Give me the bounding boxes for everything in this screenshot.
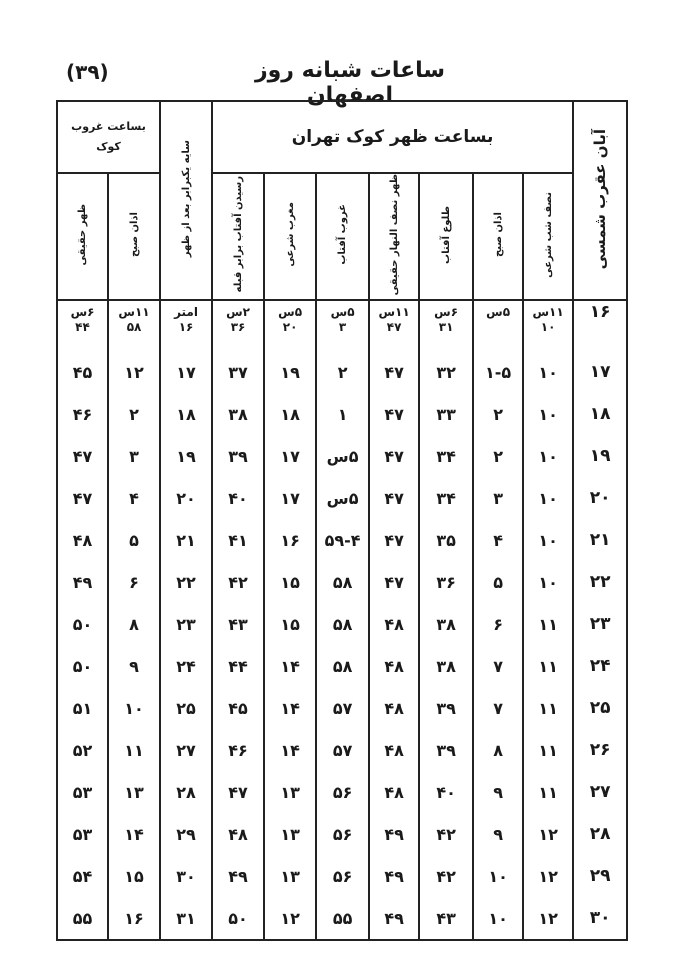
cell-midnight: ۱۰ bbox=[523, 561, 573, 603]
cell-sunrise: ۳۴ bbox=[419, 435, 473, 477]
cell-maghrib-line1: ۵س bbox=[278, 305, 303, 320]
cell-sunset-fajr: ۳ bbox=[108, 435, 160, 477]
cell-day: ۳۰ bbox=[573, 897, 627, 940]
header-qibla-label: رسیدن آفتاب برابر قبله bbox=[232, 176, 244, 293]
cell-midnight: ۱۰ bbox=[523, 519, 573, 561]
cell-noon: ۴۹ bbox=[369, 813, 419, 855]
cell-sunset: ۵۵ bbox=[316, 897, 369, 940]
cell-midnight-line2: ۱۰ bbox=[540, 320, 556, 335]
cell-sunset: ۵۸ bbox=[316, 645, 369, 687]
header-midnight bbox=[523, 173, 573, 300]
cell-qibla: ۴۰ bbox=[212, 477, 264, 519]
cell-interval: ۲۹ bbox=[160, 813, 212, 855]
header-day bbox=[573, 101, 627, 300]
header-sunset-noon bbox=[57, 173, 108, 300]
cell-midnight: ۱۰ bbox=[523, 351, 573, 393]
cell-midnight-line1: ۱۱س bbox=[532, 305, 564, 320]
cell-fajr: ۲ bbox=[473, 393, 523, 435]
header-sunset-label: غروب آفتاب bbox=[337, 204, 349, 266]
cell-noon: ۴۷ bbox=[369, 393, 419, 435]
header-maghrib bbox=[264, 173, 316, 300]
cell-day: ۲۲ bbox=[573, 561, 627, 603]
cell-interval: ۳۰ bbox=[160, 855, 212, 897]
cell-interval: ۲۳ bbox=[160, 603, 212, 645]
cell-noon: ۴۸ bbox=[369, 771, 419, 813]
cell-sunset-fajr: ۵ bbox=[108, 519, 160, 561]
cell-sunrise-line2: ۳۱ bbox=[438, 320, 454, 335]
cell-maghrib: ۱۸ bbox=[264, 393, 316, 435]
cell-qibla: ۴۴ bbox=[212, 645, 264, 687]
cell-sunrise: ۳۲ bbox=[419, 351, 473, 393]
cell-midnight: ۱۰ bbox=[523, 393, 573, 435]
cell-qibla: ۴۲ bbox=[212, 561, 264, 603]
cell-interval: ۳۱ bbox=[160, 897, 212, 940]
header-noon bbox=[369, 173, 419, 300]
cell-sunrise: ۳۶ bbox=[419, 561, 473, 603]
cell-sunset-fajr-line1: ۱۱س bbox=[118, 305, 150, 320]
cell-sunrise: ۳۳ bbox=[419, 393, 473, 435]
cell-sunset: ۲ bbox=[316, 351, 369, 393]
cell-interval: ۱۷ bbox=[160, 351, 212, 393]
cell-fajr: ۷ bbox=[473, 687, 523, 729]
cell-maghrib: ۱۳ bbox=[264, 855, 316, 897]
header-sunrise-label: طلوع آفتاب bbox=[440, 205, 452, 264]
cell-maghrib: ۱۳ bbox=[264, 813, 316, 855]
cell-sunset: ۵۷ bbox=[316, 729, 369, 771]
cell-interval: ۲۷ bbox=[160, 729, 212, 771]
cell-sunrise: ۳۸ bbox=[419, 603, 473, 645]
cell-sunset: ۵۸ bbox=[316, 603, 369, 645]
cell-sunset: ۵۶ bbox=[316, 771, 369, 813]
cell-day: ۲۶ bbox=[573, 729, 627, 771]
cell-interval: ۲۰ bbox=[160, 477, 212, 519]
header-noon-label: ظهر نصف النهار حقیقی bbox=[388, 174, 400, 296]
cell-fajr: ۶ bbox=[473, 603, 523, 645]
cell-day: ۱۹ bbox=[573, 435, 627, 477]
cell-interval: ۲۸ bbox=[160, 771, 212, 813]
cell-maghrib bbox=[264, 300, 316, 351]
cell-qibla: ۴۹ bbox=[212, 855, 264, 897]
cell-sunset: ۵س bbox=[316, 477, 369, 519]
cell-fajr: ۴ bbox=[473, 519, 523, 561]
cell-qibla: ۴۱ bbox=[212, 519, 264, 561]
cell-midnight: ۱۰ bbox=[523, 477, 573, 519]
cell-sunset-fajr bbox=[108, 300, 160, 351]
header-tehran-group bbox=[212, 101, 573, 173]
header-sunset-fajr-label: اذان صبح bbox=[128, 212, 140, 258]
cell-sunset-fajr: ۱۳ bbox=[108, 771, 160, 813]
cell-midnight: ۱۰ bbox=[523, 435, 573, 477]
table-row bbox=[57, 729, 627, 771]
cell-sunset-noon: ۵۴ bbox=[57, 855, 108, 897]
cell-sunset-fajr: ۲ bbox=[108, 393, 160, 435]
cell-sunset: ۵۶ bbox=[316, 813, 369, 855]
cell-sunrise: ۳۸ bbox=[419, 645, 473, 687]
cell-midnight: ۱۱ bbox=[523, 771, 573, 813]
header-sunset-group bbox=[57, 101, 160, 173]
cell-sunrise: ۳۴ bbox=[419, 477, 473, 519]
cell-fajr: ۱۰ bbox=[473, 855, 523, 897]
cell-fajr: ۵ bbox=[473, 561, 523, 603]
header-fajr-label: اذان صبح bbox=[492, 212, 504, 258]
cell-interval: ۱۸ bbox=[160, 393, 212, 435]
cell-qibla: ۴۸ bbox=[212, 813, 264, 855]
table-row bbox=[57, 435, 627, 477]
header-sunset-noon-label: ظهر حقیقی bbox=[77, 203, 88, 266]
cell-fajr: ۸ bbox=[473, 729, 523, 771]
cell-maghrib: ۱۴ bbox=[264, 687, 316, 729]
cell-fajr-line1: ۵س bbox=[486, 305, 511, 320]
cell-day: ۲۰ bbox=[573, 477, 627, 519]
cell-fajr: ۹ bbox=[473, 771, 523, 813]
cell-qibla: ۳۹ bbox=[212, 435, 264, 477]
cell-day: ۲۷ bbox=[573, 771, 627, 813]
cell-midnight: ۱۲ bbox=[523, 855, 573, 897]
cell-noon bbox=[369, 300, 419, 351]
cell-sunset: ۵۹-۴ bbox=[316, 519, 369, 561]
cell-sunrise-line1: ۶س bbox=[434, 305, 459, 320]
cell-sunset-noon: ۵۲ bbox=[57, 729, 108, 771]
table-row bbox=[57, 645, 627, 687]
cell-sunset: ۵س bbox=[316, 435, 369, 477]
header-interval bbox=[160, 101, 212, 300]
cell-sunset: ۵۸ bbox=[316, 561, 369, 603]
cell-sunset-fajr: ۶ bbox=[108, 561, 160, 603]
cell-sunset-noon: ۴۷ bbox=[57, 435, 108, 477]
cell-noon: ۴۹ bbox=[369, 897, 419, 940]
cell-sunrise bbox=[419, 300, 473, 351]
header-day-label: آبان عقرب شمسی bbox=[591, 128, 610, 269]
cell-day: ۲۴ bbox=[573, 645, 627, 687]
cell-sunrise: ۳۵ bbox=[419, 519, 473, 561]
table-row bbox=[57, 300, 627, 351]
cell-sunset-noon: ۵۰ bbox=[57, 645, 108, 687]
cell-midnight bbox=[523, 300, 573, 351]
cell-sunset: ۵۶ bbox=[316, 855, 369, 897]
cell-sunset-line2: ۳ bbox=[338, 320, 347, 335]
header-sunset-group-line1: بساعت غروب bbox=[71, 120, 146, 133]
cell-sunset-noon: ۵۵ bbox=[57, 897, 108, 940]
cell-day: ۱۷ bbox=[573, 351, 627, 393]
cell-day: ۲۸ bbox=[573, 813, 627, 855]
cell-sunset-noon-line2: ۴۴ bbox=[75, 320, 90, 335]
cell-noon: ۴۷ bbox=[369, 351, 419, 393]
cell-sunset-noon bbox=[57, 300, 108, 351]
cell-qibla-line1: ۲س bbox=[226, 305, 250, 320]
header-sunset-fajr bbox=[108, 173, 160, 300]
cell-maghrib: ۱۲ bbox=[264, 897, 316, 940]
cell-sunset: ۵۷ bbox=[316, 687, 369, 729]
cell-noon: ۴۸ bbox=[369, 645, 419, 687]
cell-sunrise: ۳۹ bbox=[419, 729, 473, 771]
cell-fajr: ۷ bbox=[473, 645, 523, 687]
cell-day: ۲۹ bbox=[573, 855, 627, 897]
cell-interval bbox=[160, 300, 212, 351]
table-row bbox=[57, 771, 627, 813]
cell-noon: ۴۸ bbox=[369, 687, 419, 729]
cell-noon: ۴۷ bbox=[369, 435, 419, 477]
table-row bbox=[57, 855, 627, 897]
cell-day: ۲۵ bbox=[573, 687, 627, 729]
cell-interval: ۲۲ bbox=[160, 561, 212, 603]
cell-interval: ۲۵ bbox=[160, 687, 212, 729]
cell-qibla-line2: ۳۶ bbox=[230, 320, 246, 335]
cell-sunset-fajr: ۴ bbox=[108, 477, 160, 519]
header-fajr bbox=[473, 173, 523, 300]
cell-sunset-fajr-line2: ۵۸ bbox=[126, 320, 142, 335]
cell-sunset-fajr: ۱۴ bbox=[108, 813, 160, 855]
cell-fajr: ۹ bbox=[473, 813, 523, 855]
cell-sunset-fajr: ۸ bbox=[108, 603, 160, 645]
cell-noon-line1: ۱۱س bbox=[378, 305, 410, 320]
cell-midnight: ۱۱ bbox=[523, 687, 573, 729]
cell-sunset-line1: ۵س bbox=[330, 305, 355, 320]
table-row bbox=[57, 519, 627, 561]
cell-qibla: ۴۵ bbox=[212, 687, 264, 729]
table-row bbox=[57, 603, 627, 645]
cell-sunset-fajr: ۱۰ bbox=[108, 687, 160, 729]
cell-maghrib-line2: ۲۰ bbox=[282, 320, 298, 335]
cell-qibla: ۵۰ bbox=[212, 897, 264, 940]
cell-noon-line2: ۴۷ bbox=[386, 320, 402, 335]
cell-sunset-noon: ۴۵ bbox=[57, 351, 108, 393]
header-maghrib-label: مغرب شرعی bbox=[284, 202, 296, 267]
cell-maghrib: ۱۵ bbox=[264, 603, 316, 645]
cell-sunset-noon: ۴۸ bbox=[57, 519, 108, 561]
cell-maghrib: ۱۷ bbox=[264, 477, 316, 519]
cell-sunset bbox=[316, 300, 369, 351]
table-row bbox=[57, 351, 627, 393]
cell-qibla bbox=[212, 300, 264, 351]
cell-sunset-fajr: ۹ bbox=[108, 645, 160, 687]
cell-sunset-noon: ۴۹ bbox=[57, 561, 108, 603]
cell-day: ۲۱ bbox=[573, 519, 627, 561]
cell-sunset-noon: ۵۳ bbox=[57, 813, 108, 855]
cell-fajr bbox=[473, 300, 523, 351]
cell-sunset-noon: ۵۱ bbox=[57, 687, 108, 729]
table-row bbox=[57, 813, 627, 855]
cell-sunrise: ۴۰ bbox=[419, 771, 473, 813]
table-body bbox=[57, 300, 627, 940]
cell-sunset-noon-line1: ۶س bbox=[70, 305, 95, 320]
page-number: (۳۹) bbox=[66, 60, 109, 84]
cell-interval: ۲۴ bbox=[160, 645, 212, 687]
cell-sunrise: ۴۲ bbox=[419, 813, 473, 855]
cell-sunset-noon: ۴۶ bbox=[57, 393, 108, 435]
cell-sunset-noon: ۴۷ bbox=[57, 477, 108, 519]
cell-noon: ۴۷ bbox=[369, 477, 419, 519]
cell-sunset-fajr: ۱۲ bbox=[108, 351, 160, 393]
header-interval-label: سایه یکبرابر بعد از ظهر bbox=[180, 140, 192, 258]
cell-noon: ۴۷ bbox=[369, 561, 419, 603]
table-row bbox=[57, 477, 627, 519]
cell-fajr: ۱۰ bbox=[473, 897, 523, 940]
cell-midnight: ۱۱ bbox=[523, 603, 573, 645]
cell-interval: ۲۱ bbox=[160, 519, 212, 561]
cell-midnight: ۱۲ bbox=[523, 897, 573, 940]
cell-maghrib: ۱۶ bbox=[264, 519, 316, 561]
header-sunset bbox=[316, 173, 369, 300]
cell-day: ۱۸ bbox=[573, 393, 627, 435]
cell-midnight: ۱۱ bbox=[523, 729, 573, 771]
cell-sunrise: ۴۳ bbox=[419, 897, 473, 940]
cell-sunset-fajr: ۱۶ bbox=[108, 897, 160, 940]
cell-maghrib: ۱۴ bbox=[264, 645, 316, 687]
cell-noon: ۴۸ bbox=[369, 729, 419, 771]
cell-sunrise: ۴۲ bbox=[419, 855, 473, 897]
cell-maghrib: ۱۳ bbox=[264, 771, 316, 813]
table-row bbox=[57, 687, 627, 729]
cell-sunset: ۱ bbox=[316, 393, 369, 435]
cell-qibla: ۴۷ bbox=[212, 771, 264, 813]
cell-noon: ۴۹ bbox=[369, 855, 419, 897]
cell-noon: ۴۸ bbox=[369, 603, 419, 645]
cell-maghrib: ۱۵ bbox=[264, 561, 316, 603]
cell-maghrib: ۱۹ bbox=[264, 351, 316, 393]
cell-midnight: ۱۱ bbox=[523, 645, 573, 687]
cell-day: ۲۳ bbox=[573, 603, 627, 645]
cell-fajr: ۱-۵ bbox=[473, 351, 523, 393]
cell-maghrib: ۱۷ bbox=[264, 435, 316, 477]
cell-qibla: ۳۸ bbox=[212, 393, 264, 435]
cell-noon: ۴۷ bbox=[369, 519, 419, 561]
prayer-times-table bbox=[56, 100, 628, 941]
header-sunrise bbox=[419, 173, 473, 300]
cell-sunset-fajr: ۱۵ bbox=[108, 855, 160, 897]
cell-qibla: ۴۳ bbox=[212, 603, 264, 645]
cell-midnight: ۱۲ bbox=[523, 813, 573, 855]
header-tehran-group-label: بساعت ظهر کوک تهران bbox=[291, 127, 494, 147]
cell-sunset-noon: ۵۰ bbox=[57, 603, 108, 645]
header-sunset-group-line2: کوک bbox=[96, 140, 121, 153]
cell-day: ۱۶ bbox=[573, 300, 627, 351]
cell-qibla: ۴۶ bbox=[212, 729, 264, 771]
cell-sunset-fajr: ۱۱ bbox=[108, 729, 160, 771]
cell-fajr: ۲ bbox=[473, 435, 523, 477]
table-row bbox=[57, 393, 627, 435]
header-midnight-label: نصف شب شرعی bbox=[542, 191, 554, 278]
cell-qibla: ۳۷ bbox=[212, 351, 264, 393]
page-title: ساعات شبانه روز اصفهان bbox=[254, 58, 446, 108]
table-row bbox=[57, 897, 627, 940]
header-qibla bbox=[212, 173, 264, 300]
table-row bbox=[57, 561, 627, 603]
cell-interval-line2: ۱۶ bbox=[178, 320, 194, 335]
cell-sunset-noon: ۵۳ bbox=[57, 771, 108, 813]
cell-interval: ۱۹ bbox=[160, 435, 212, 477]
cell-fajr: ۳ bbox=[473, 477, 523, 519]
cell-maghrib: ۱۴ bbox=[264, 729, 316, 771]
cell-interval-line1: امتر bbox=[174, 305, 198, 320]
cell-sunrise: ۳۹ bbox=[419, 687, 473, 729]
